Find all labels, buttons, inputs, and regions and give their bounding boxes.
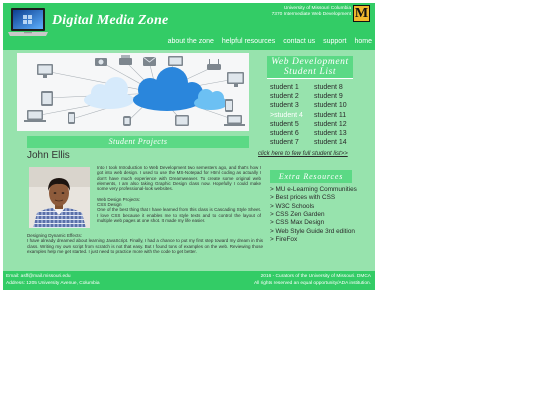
student-bio	[97, 165, 261, 233]
resource-link-best-prices-css[interactable]: > Best prices with CSS	[270, 194, 336, 202]
student-label: student 1	[270, 84, 299, 91]
nav-contact[interactable]: contact us	[283, 38, 316, 45]
footer-copyright: 2016 - Curators of the University of Missouri. DMCA	[260, 274, 371, 279]
footer-address: Address: 1205 University Avenue, Columbia	[6, 280, 100, 286]
monitor-icon	[168, 56, 183, 66]
bio-intro: Into I took Introduction to Web Development two semesters ago, and that's how I got into web design. I used to use the MS-Notepad for Html coding as actually I don't have much experience with Dreamweaver. To create some original web elements, I am also taking Graphic Design class now. Hopefully I could make some very professional-look websites.	[97, 165, 261, 192]
student-label: student 9	[314, 93, 343, 101]
student-list-heading-line1: Web Development	[271, 57, 349, 67]
site-title: Digital Media Zone	[52, 13, 169, 28]
student-link[interactable]	[270, 129, 303, 138]
extra-resources-heading: Extra Resources	[270, 170, 352, 183]
phone-icon	[68, 112, 75, 124]
student-link[interactable]	[314, 111, 347, 120]
student-label: student 8	[314, 84, 343, 91]
student-link[interactable]	[270, 92, 303, 101]
dynamic-effects-description: I have already dreamed about learning JavaScript. Finally, I had a chance to put my first step toward my dream in this class. Writing my own script from scratch is not that easy. But I found tons of examples on the web. Reviewing those examples help me get started. I just need to practice more with the code to get better.	[27, 238, 263, 254]
site-footer	[3, 271, 375, 290]
student-name: John Ellis	[27, 150, 70, 161]
org-line-university: University of Missouri Columbia	[283, 6, 351, 11]
laptop-device-icon	[24, 110, 46, 122]
laptop-device-icon	[224, 115, 245, 126]
css-design-subtitle: CSS Design	[97, 202, 122, 208]
mizzou-logo[interactable]: M	[354, 6, 369, 21]
active-marker: >	[270, 111, 275, 119]
nav-about[interactable]: about the zone	[167, 38, 214, 45]
student-list-heading-line2: Student List	[283, 67, 337, 77]
full-student-list-link[interactable]: click here to few full student list>>	[258, 151, 348, 157]
phone-icon	[225, 99, 233, 112]
student-link[interactable]	[314, 120, 347, 129]
dynamic-effects-title: Designing Dynamic Effects:	[27, 233, 82, 238]
student-link[interactable]	[314, 92, 347, 101]
extra-resources-list	[270, 186, 357, 244]
student-label: student 6	[270, 130, 299, 138]
student-link[interactable]	[270, 120, 303, 129]
student-link[interactable]	[314, 129, 347, 138]
envelope-icon	[143, 57, 156, 66]
student-label: student 13	[314, 130, 347, 138]
student-link[interactable]	[270, 101, 303, 110]
tablet-icon	[175, 115, 189, 126]
org-info	[272, 6, 351, 18]
student-link[interactable]	[270, 138, 303, 147]
nav-support[interactable]: support	[323, 38, 347, 45]
nav-helpful-resources[interactable]: helpful resources	[221, 38, 276, 45]
css-design-description: One of the best thing that I have learned from this class is Cascading Style Sheet. I love CSS because it enables me to style texts and to control the layout of multiple web pages at one shot. It made my life easier.	[97, 207, 261, 223]
cloud-computing-illustration	[17, 53, 249, 131]
student-label: student 7	[270, 139, 299, 147]
resource-link-web-style-guide[interactable]: > Web Style Guide 3rd edition	[270, 227, 355, 235]
student-photo	[29, 167, 90, 228]
web-design-projects-title: Web Design Projects:	[97, 196, 141, 202]
footer-email[interactable]: Email: asff@mail.missouri.edu	[6, 274, 71, 279]
student-label: student 12	[314, 120, 347, 128]
student-link[interactable]	[270, 111, 303, 120]
nav-home[interactable]: home	[354, 38, 372, 45]
student-list-column-2	[314, 83, 347, 147]
camera-icon	[95, 58, 107, 66]
student-list-heading	[267, 56, 353, 79]
site-header	[3, 3, 375, 50]
laptop-icon	[8, 8, 48, 37]
student-label: student 11	[314, 111, 347, 119]
footer-contact	[6, 274, 100, 287]
resource-link-firefox[interactable]: > FireFox	[270, 235, 298, 243]
resource-link-css-zen-garden[interactable]: > CSS Zen Garden	[270, 210, 325, 218]
watch-icon	[123, 116, 131, 126]
page	[3, 3, 375, 290]
student-label: student 10	[314, 102, 347, 110]
student-label: student 5	[270, 120, 299, 128]
student-link[interactable]	[314, 101, 347, 110]
resource-link-css-max-design[interactable]: > CSS Max Design	[270, 219, 325, 227]
student-link[interactable]	[314, 138, 347, 147]
main-nav	[168, 37, 372, 47]
student-label: student 2	[270, 93, 299, 101]
student-projects-heading: Student Projects	[27, 136, 249, 148]
org-line-course: 7370 Intermediate Web Development	[271, 12, 351, 17]
tablet-icon	[41, 91, 53, 106]
footer-legal	[254, 274, 371, 287]
student-link[interactable]	[314, 83, 347, 92]
student-link[interactable]	[270, 83, 303, 92]
student-list-column-1	[270, 83, 303, 147]
student-label: student 3	[270, 102, 299, 110]
footer-rights: All rights reserved an equal opportunity/ADA institution.	[253, 280, 371, 286]
resource-link-mu-elearning[interactable]: > MU e-Learning Communities	[270, 186, 357, 193]
student-label: student 14	[314, 139, 347, 147]
student-label: student 4	[274, 111, 303, 119]
resource-link-w3c-schools[interactable]: > W3C Schools	[270, 202, 315, 210]
dynamic-effects-section	[27, 233, 263, 261]
